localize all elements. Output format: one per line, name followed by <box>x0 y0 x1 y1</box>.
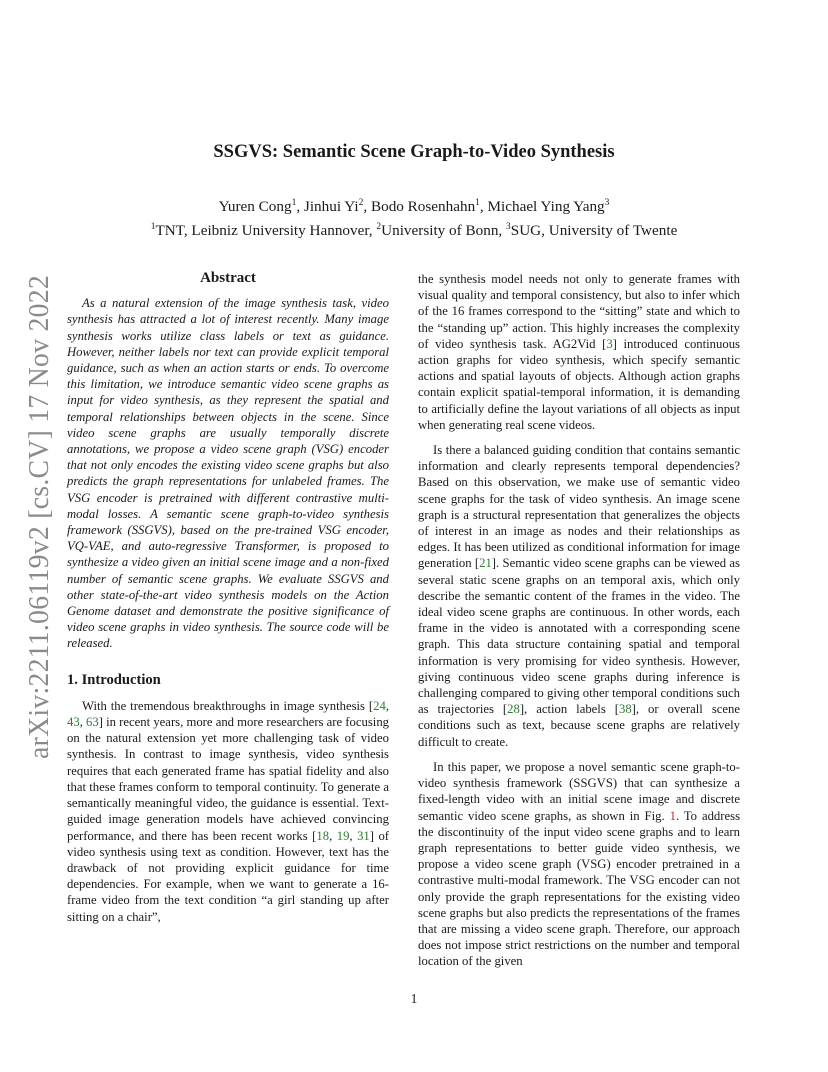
abstract-text: As a natural extension of the image synthesis task, video synthesis has attracted a lot of interest recently. Many image synthesis works utilize class labels or text as guidance. However, neither labels nor text can provide explicit temporal guidance, such as when an action starts or ends. To overcome this limitation, we introduce semantic video scene graphs as input for video synthesis, as they represent the spatial and temporal relationships between objects in the scene. Since video scene graphs are usually temporally discrete annotations, we propose a video scene graph (VSG) encoder that not only encodes the existing video scene graphs but also predicts the graph representations for unlabeled frames. The VSG encoder is pretrained with different contrastive multi-modal losses. A semantic scene graph-to-video synthesis framework (SSGVS), based on the pre-trained VSG encoder, VQ-VAE, and auto-regressive Transformer, is proposed to synthesize a video given an initial scene image and a non-fixed number of semantic scene graphs. We evaluate SSGVS and other state-of-the-art video synthesis models on the Action Genome dataset and demonstrate the positive significance of video scene graphs in video synthesis. The source code will be released. <box>67 296 389 651</box>
section-heading-introduction: 1. Introduction <box>67 671 161 688</box>
author-affiliation-mark: 1 <box>475 198 480 208</box>
intro-paragraph: With the tremendous breakthroughs in image synthesis [24, 43, 63] in recent years, more and more researchers are focusing on the natural extension yet more challenging task of video synthesis. In contrast to image synthesis, video synthesis requires that each generated frame has spatial fidelity and also that these frames conform to temporal continuity. To generate a semantically meaningful video, the guidance is essential. Text-guided image generation models have achieved convincing performance, and there has been recent works [18, 19, 31] of video synthesis using text as condition. However, text has the drawback of not providing explicit guidance for time dependencies. For example, when we want to generate a 16-frame video from the text condition “a girl standing up after sitting on a chair”, <box>67 698 390 924</box>
citation-link[interactable]: 3 <box>606 336 613 351</box>
affiliation-mark: 2 <box>376 222 382 233</box>
affiliation-name: University of Bonn, <box>381 222 507 240</box>
arxiv-id-text: arXiv:2211.06119v2 [cs.CV] 17 Nov 2022 <box>23 275 52 759</box>
citation-link[interactable]: 31 <box>357 828 370 843</box>
arxiv-identifier-stamp <box>22 275 52 759</box>
paper-title: SSGVS: Semantic Scene Graph-to-Video Synthesis <box>213 142 615 162</box>
author-list: Yuren Cong$^1$, Jinhui Yi$^2$, Bodo Rosenhahn$^1$, Michael Ying Yang$^3$ <box>218 198 610 216</box>
author-affiliation-mark: 1 <box>291 198 297 208</box>
abstract-heading: Abstract <box>200 270 256 286</box>
author-name: Jinhui Yi <box>303 198 359 216</box>
affiliation-name: TNT, Leibniz University Hannover, <box>155 222 377 240</box>
affiliation-mark: 1 <box>150 222 156 233</box>
intro-paragraph: In this paper, we propose a novel semantic scene graph-to-video synthesis framework (SSGVS) that can synthesize a fixed-length video with an initial scene image and discrete semantic video scene graphs, as shown in Fig. 1. To address the discontinuity of the input video scene graphs and to learn graph representations to better guide video synthesis, we propose a video scene graph (VSG) encoder pretrained in a contrastive multi-modal framework. The VSG encoder can not only provide the graph representations for the existing video scene graphs but also predicts the representations of the frames that are missing a video scene graph. Therefore, our approach does not impose strict restrictions on the number and temporal location of the given <box>418 759 741 969</box>
affiliation-list <box>0 217 828 241</box>
citation-link[interactable]: 24 <box>373 698 386 713</box>
page-number: 1 <box>410 991 418 1006</box>
citation-link[interactable]: 38 <box>618 702 632 717</box>
author-name: Yuren Cong <box>218 198 292 216</box>
citation-link[interactable]: 18 <box>316 828 330 843</box>
author-affiliation-mark: 2 <box>358 198 364 208</box>
citation-link[interactable]: 19 <box>336 828 350 843</box>
intro-paragraph: Is there a balanced guiding condition that contains semantic information and clearly represents temporal dependencies? Based on this observation, we make use of semantic video scene graphs for the task of video synthesis. An image scene graph is a structural representation that generalizes the objects of interest in an image as nodes and their relationships as edges. It has been utilized as conditional information for image generation [21]. Semantic video scene graphs can be viewed as several static scene graphs on an temporal axis, which only describe the semantic content of the frames in the video. The ideal video scene graphs are continuous. In other words, each frame in the video is annotated with a corresponding scene graph. This data structure containing spatial and temporal information is very promising for video synthesis. However, giving continuous video scene graphs during inference is challenging compared to giving other temporal conditions such as trajectories [28], action labels [38], or overall scene conditions such as text, because scene graphs are relatively difficult to create. <box>418 443 740 749</box>
author-block <box>0 193 828 241</box>
affiliation-mark: 3 <box>506 222 511 233</box>
figure-reference-link[interactable]: 1 <box>669 808 676 823</box>
author-name: Bodo Rosenhahn <box>370 198 476 216</box>
citation-link[interactable]: 43 <box>67 715 80 730</box>
left-column <box>67 270 389 925</box>
citation-link[interactable]: 28 <box>507 702 520 717</box>
author-affiliation-mark: 3 <box>604 198 610 208</box>
citation-link[interactable]: 63 <box>86 715 99 730</box>
citation-link[interactable]: 21 <box>479 556 492 571</box>
affiliation-name: SUG, University of Twente <box>510 222 678 240</box>
intro-paragraph-continued: the synthesis model needs not only to generate frames with visual quality and temporal consistency, but also to infer which of the 16 frames correspond to the “sitting” state and which to the “standing up” action. This highly increases the complexity of video synthesis task. AG2Vid [3] introduced continuous action graphs for video synthesis, which specify semantic actions and spatial layouts of objects. Although action graphs contain explicit spatial-temporal information, it is demanding to artificially define the layout variations of all objects as input when generating real scene videos. <box>418 272 740 432</box>
right-column <box>418 271 740 970</box>
author-name: Michael Ying Yang <box>487 198 605 216</box>
